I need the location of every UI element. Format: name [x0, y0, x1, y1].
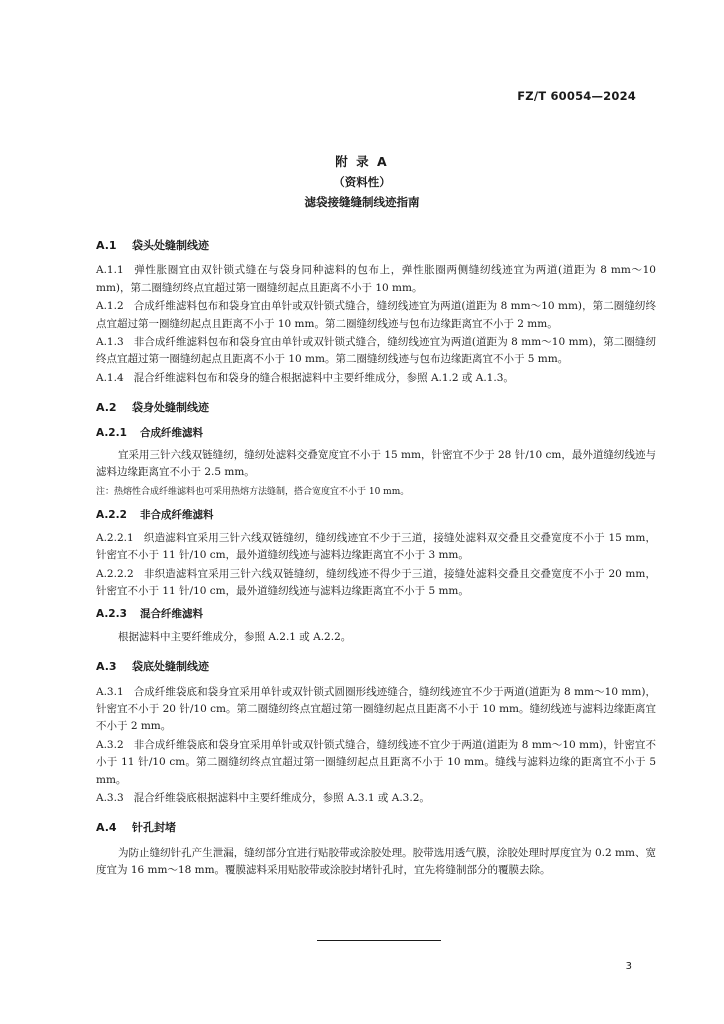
- clause-a2-2-1: [96, 530, 656, 565]
- section-heading-a4: [96, 819, 656, 836]
- section-title: 袋身处缝制线迹: [132, 401, 209, 415]
- subsection-number: A.2.3: [96, 608, 127, 621]
- clause-number: A.2.2.1: [96, 531, 134, 544]
- subsection-number: A.2.2: [96, 509, 127, 522]
- clause-number: A.1.3: [96, 336, 124, 349]
- section-heading-a1: [96, 237, 656, 254]
- section-heading-a3: [96, 658, 656, 675]
- subsection-number: A.2.1: [96, 426, 127, 439]
- clause-a1-2: [96, 298, 656, 333]
- page-number: 3: [625, 961, 632, 972]
- section-number: A.1: [96, 239, 117, 252]
- appendix-body: [96, 225, 656, 881]
- clause-text: 非合成纤维滤料包布和袋身宜由单针或双针锁式缝合，缝纫线迹宜为两道(道距为 8 mm～10 mm)，第二圈缝纫终点宜超过第一圈缝纫起点且距离不小于 10 mm。第二圈缝纫线迹与包布边缘距离宜不小于 5 mm。: [96, 336, 656, 366]
- appendix-note: （资料性）: [333, 175, 391, 189]
- clause-a1-3: [96, 334, 656, 369]
- section-heading-a2: [96, 399, 656, 416]
- section-number: A.3: [96, 660, 117, 674]
- section-number: A.2: [96, 401, 117, 415]
- clause-text: 织造滤料宜采用三针六线双链缝纫，缝纫线迹宜不少于三道，接缝处滤料双交叠且交叠宽度不小于 15 mm，针密宜不小于 11 针/10 cm，最外道缝纫线迹与滤料边缘距离宜不小于 3 mm。: [96, 531, 656, 562]
- subsection-title: 非合成纤维滤料: [140, 509, 214, 522]
- clause-number: A.2.2.2: [96, 567, 134, 580]
- clause-number: A.1.4: [96, 371, 124, 384]
- clause-text: 弹性胀圈宜由双针锁式缝在与袋身同种滤料的包布上，弹性胀圈两侧缝纫线迹宜为两道(道距为 8 mm～10 mm)，第二圈缝纫终点宜超过第一圈缝纫起点且距离不小于 10 mm。: [96, 264, 656, 294]
- section-title: 针孔封堵: [132, 821, 176, 835]
- clause-a2-2-2: [96, 566, 656, 601]
- clause-number: A.3.2: [96, 738, 124, 751]
- subsection-title: 混合纤维滤料: [140, 608, 203, 621]
- standard-code: FZ/T 60054—2024: [517, 89, 636, 103]
- clause-a3-1: [96, 684, 656, 736]
- clause-number: A.1.2: [96, 300, 124, 313]
- clause-text: 合成纤维滤料包布和袋身宜由单针或双针锁式缝合，缝纫线迹宜为两道(道距为 8 mm～10 mm)，第二圈缝纫终点宜超过第一圈缝纫起点且距离不小于 10 mm。第二圈缝纫线迹与包布边缘距离宜不小于 2 mm。: [96, 300, 656, 330]
- clause-a1-1: [96, 262, 656, 297]
- clause-a3-2: [96, 737, 656, 789]
- clause-a2-1-note: 注：热熔性合成纤维滤料也可采用热熔方法缝制，搭合宽度宜不小于 10 mm。: [96, 486, 410, 497]
- clause-a1-4: [96, 370, 656, 387]
- clause-number: A.3.3: [96, 791, 124, 804]
- clause-text: 混合纤维滤料包布和袋身的缝合根据滤料中主要纤维成分，参照 A.1.2 或 A.1.3。: [133, 371, 514, 384]
- clause-text: 非织造滤料宜采用三针六线双链缝纫，缝纫线迹不得少于三道，接缝处滤料交叠且交叠宽度不小于 20 mm，针密宜不小于 11 针/10 cm，最外道缝纫线迹与滤料边缘距离宜不小于 5 mm。: [96, 567, 656, 597]
- appendix-title: 附 录 A: [335, 154, 389, 169]
- section-number: A.4: [96, 821, 117, 835]
- clause-text: 非合成纤维袋底和袋身宜采用单针或双针锁式缝合，缝纫线迹不宜少于两道(道距为 8 mm～10 mm)，针密宜不小于 11 针/10 cm。第二圈缝纫终点宜超过第一圈缝纫起点且距离不小于 10 mm。缝线与滤料边缘的距离宜不小于 5 mm。: [96, 738, 656, 786]
- end-of-appendix-rule: [317, 940, 441, 941]
- clause-number: A.3.1: [96, 685, 124, 698]
- section-title: 袋底处缝制线迹: [132, 660, 209, 674]
- clause-number: A.1.1: [96, 264, 124, 277]
- clause-text: 混合纤维袋底根据滤料中主要纤维成分，参照 A.3.1 或 A.3.2。: [133, 791, 430, 804]
- clause-a2-3-text: 根据滤料中主要纤维成分，参照 A.2.1 或 A.2.2。: [118, 630, 352, 643]
- subsection-heading-a2-1: [96, 425, 656, 442]
- clause-text: 合成纤维袋底和袋身宜采用单针或双针锁式圆圈形线迹缝合，缝纫线迹宜不少于两道(道距为 8 mm～10 mm)，针密宜不小于 20 针/10 cm。第二圈缝纫终点宜超过第一圈缝纫起点且距离不小于 10 mm。缝纫线迹与滤料边缘距离宜不小于 2 mm。: [96, 685, 656, 733]
- section-title: 袋头处缝制线迹: [132, 239, 209, 252]
- clause-a2-1-text: 宜采用三针六线双链缝纫，缝纫处滤料交叠宽度宜不小于 15 mm，针密宜不少于 28 针/10 cm，最外道缝纫线迹与滤料边缘距离宜不小于 2.5 mm。: [96, 449, 656, 479]
- subsection-heading-a2-3: [96, 606, 656, 623]
- appendix-name: 滤袋接缝缝制线迹指南: [304, 195, 420, 209]
- clause-a3-3: [96, 790, 656, 807]
- subsection-title: 合成纤维滤料: [140, 426, 203, 439]
- subsection-heading-a2-2: [96, 507, 656, 524]
- clause-a4-text: 为防止缝纫针孔产生泄漏，缝纫部分宜进行贴胶带或涂胶处理。胶带选用透气膜，涂胶处理时厚度宜为 0.2 mm、宽度宜为 16 mm～18 mm。覆膜滤料采用贴胶带或涂胶封堵针孔时，宜先将缝制部分的覆膜去除。: [96, 846, 656, 877]
